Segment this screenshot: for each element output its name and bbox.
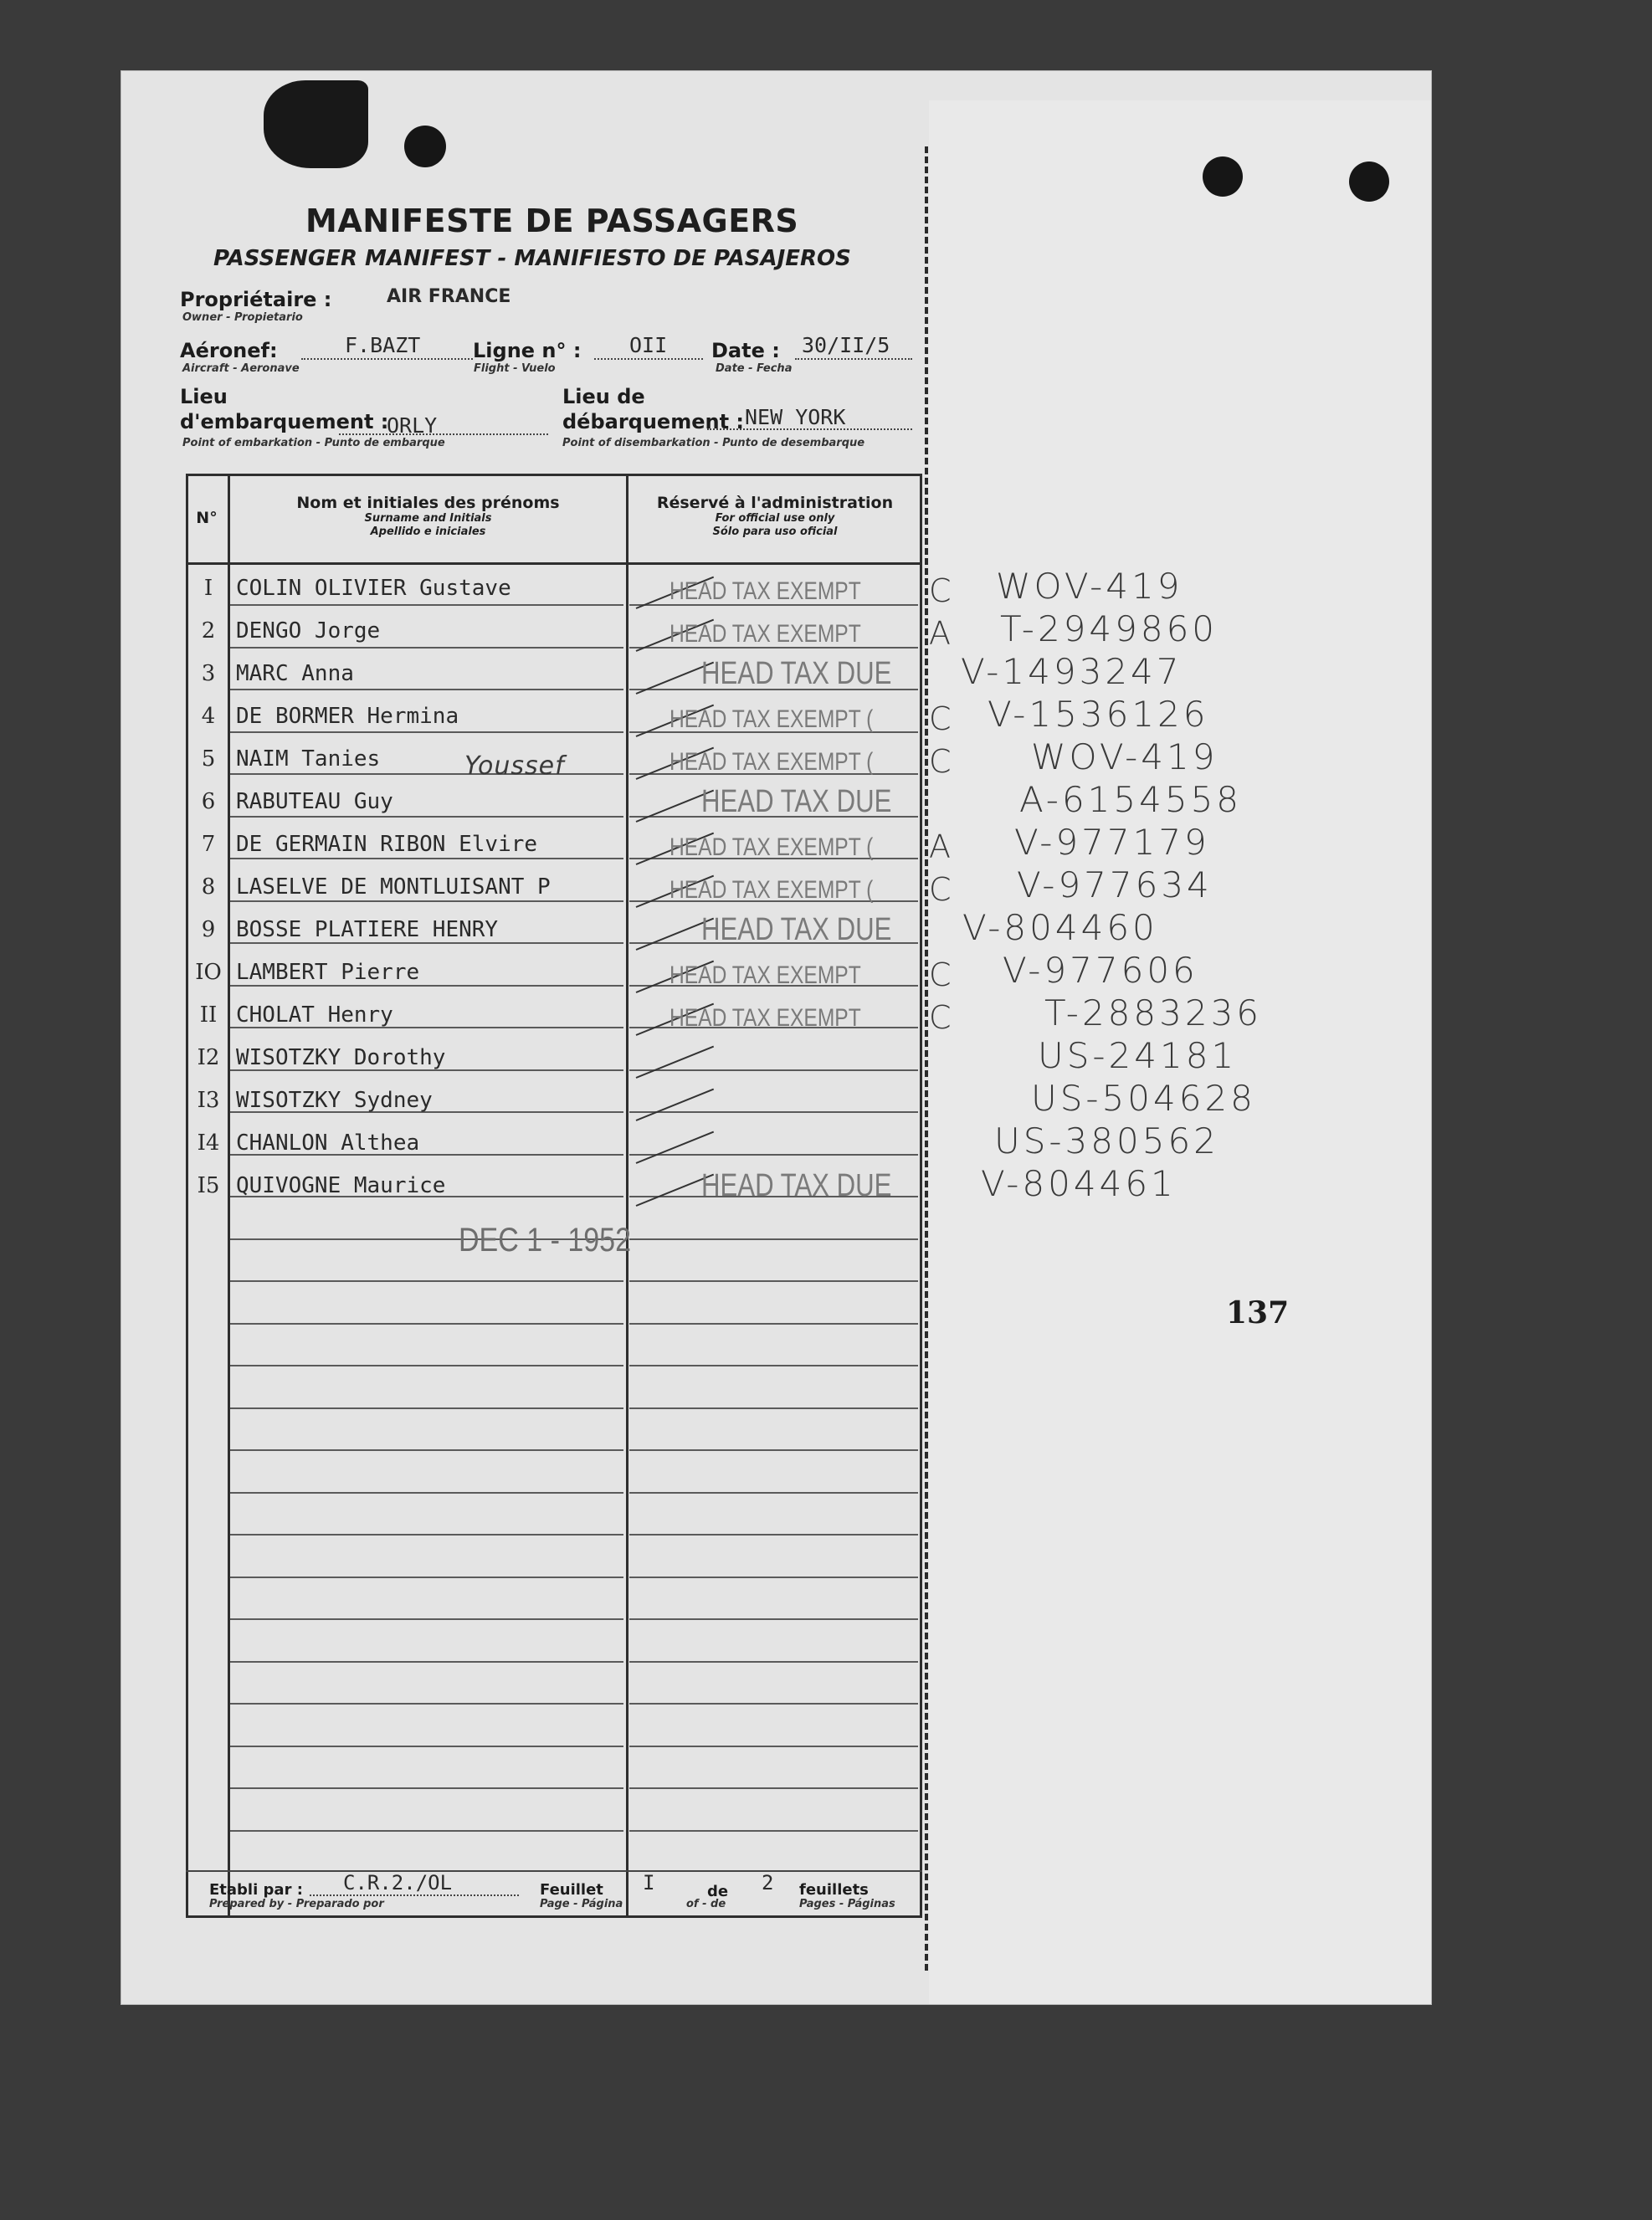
received-date-stamp: DEC 1 - 1952 (459, 1222, 631, 1259)
col-header-name: Nom et initiales des prénoms Surname and Initials Apellido e iniciales (296, 494, 560, 538)
handwritten-mark: C (929, 871, 955, 908)
head-tax-stamp: HEAD TAX EXEMPT ( (670, 705, 874, 733)
visa-number: V-977634 (1017, 864, 1213, 905)
ruled-line (629, 1577, 918, 1578)
row-number: 7 (201, 832, 216, 857)
row-number: IO (195, 960, 222, 985)
sheet-label: Feuillet (540, 1881, 603, 1899)
passenger-name: DE GERMAIN RIBON Elvire (236, 832, 538, 857)
passenger-name: COLIN OLIVIER Gustave (236, 576, 511, 601)
visa-number: US-24181 (1038, 1035, 1238, 1076)
passenger-name: NAIM Tanies (236, 746, 381, 772)
ruled-line (629, 1238, 918, 1240)
row-number: 6 (201, 789, 216, 814)
table-row (186, 1088, 922, 1130)
ruled-line (230, 1323, 623, 1325)
handwritten-mark: C (929, 572, 955, 609)
handwritten-note: Youssef (464, 751, 565, 781)
owner-label: Propriétaire : (180, 288, 332, 311)
ruled-line (629, 1365, 918, 1366)
row-number: 8 (201, 874, 216, 900)
handwritten-mark: C (929, 743, 955, 780)
passenger-name: LASELVE DE MONTLUISANT P (236, 874, 551, 900)
passenger-name: CHANLON Althea (236, 1131, 420, 1156)
ruled-line (629, 1280, 918, 1282)
punch-hole (1349, 162, 1389, 202)
sheet-value: I (643, 1871, 655, 1894)
pages-label: feuillets (799, 1881, 869, 1899)
passenger-name: CHOLAT Henry (236, 1002, 393, 1028)
passenger-name: DENGO Jorge (236, 618, 381, 643)
embark-label: Lieu (180, 385, 228, 408)
owner-sublabel: Owner - Propietario (182, 311, 303, 324)
page-number: 137 (1226, 1295, 1290, 1330)
handwritten-mark: C (929, 700, 955, 737)
table-row (186, 1131, 922, 1172)
passenger-name: MARC Anna (236, 661, 354, 686)
perforation-line (925, 146, 928, 1971)
head-tax-stamp: HEAD TAX DUE (701, 912, 892, 947)
ruled-line (629, 1492, 918, 1494)
head-tax-stamp: HEAD TAX DUE (701, 784, 892, 819)
ruled-line (230, 1577, 623, 1578)
flight-label: Ligne n° : (473, 339, 582, 362)
visa-number: V-804461 (981, 1163, 1177, 1204)
owner-value: AIR FRANCE (387, 286, 511, 307)
flight-value: OII (629, 333, 668, 357)
passenger-name: LAMBERT Pierre (236, 960, 420, 985)
visa-number: V-977606 (1003, 950, 1198, 991)
visa-number: V-804460 (962, 907, 1158, 948)
head-tax-stamp: HEAD TAX DUE (701, 1168, 892, 1203)
passenger-name: WISOTZKY Sydney (236, 1088, 433, 1113)
manifest-title: MANIFESTE DE PASSAGERS (305, 203, 799, 239)
embark-sublabel: Point of embarkation - Punto de embarque (182, 437, 445, 449)
head-tax-stamp: HEAD TAX DUE (701, 656, 892, 691)
sheet-sublabel: Page - Página (540, 1898, 623, 1910)
date-label: Date : (711, 339, 780, 362)
visa-number: V-977179 (1014, 822, 1210, 863)
ruled-line (230, 1661, 623, 1663)
row-number: 9 (201, 917, 216, 942)
visa-number: A-6154558 (1019, 779, 1243, 820)
disembark-sublabel: Point of disembarkation - Punto de desembarque (562, 437, 865, 449)
ruled-line (629, 1323, 918, 1325)
visa-number: T-2949860 (1000, 608, 1218, 649)
punch-hole (404, 126, 446, 167)
ruled-line (230, 1746, 623, 1747)
ruled-line (230, 1534, 623, 1536)
handwritten-mark: A (929, 828, 954, 865)
head-tax-stamp: HEAD TAX EXEMPT (670, 577, 861, 605)
ruled-line (629, 1449, 918, 1451)
row-number: I3 (197, 1088, 220, 1113)
ink-blot (264, 80, 368, 168)
pages-sublabel: Pages - Páginas (799, 1898, 895, 1910)
of-label: de (707, 1883, 729, 1900)
passenger-name: QUIVOGNE Maurice (236, 1173, 446, 1198)
prepared-label: Etabli par : (209, 1881, 303, 1899)
of-sublabel: of - de (686, 1898, 726, 1910)
handwritten-mark: C (929, 999, 955, 1036)
row-number: 4 (201, 704, 216, 729)
ruled-line (230, 1449, 623, 1451)
head-tax-stamp: HEAD TAX EXEMPT (670, 961, 861, 989)
row-number: 5 (201, 746, 216, 772)
disembark-label-2: débarquement : (562, 410, 745, 433)
embark-label-2: d'embarquement : (180, 410, 389, 433)
ruled-line (629, 1703, 918, 1705)
date-value: 30/II/5 (802, 333, 890, 357)
ruled-line (230, 1365, 623, 1366)
footer-rule (186, 1870, 922, 1872)
head-tax-stamp: HEAD TAX EXEMPT (670, 620, 861, 648)
row-number: 2 (201, 618, 216, 643)
passenger-name: RABUTEAU Guy (236, 789, 393, 814)
head-tax-stamp: HEAD TAX EXEMPT ( (670, 833, 874, 861)
col-header-no: N° (196, 509, 218, 527)
row-number: I (203, 576, 213, 601)
of-value: 2 (762, 1871, 774, 1894)
row-number: I2 (197, 1045, 220, 1070)
head-tax-stamp: HEAD TAX EXEMPT (670, 1004, 861, 1032)
row-number: I5 (197, 1173, 220, 1198)
aircraft-label: Aéronef: (180, 339, 278, 362)
ruled-line (629, 1534, 918, 1536)
passenger-name: WISOTZKY Dorothy (236, 1045, 446, 1070)
passenger-name: BOSSE PLATIERE HENRY (236, 917, 499, 942)
visa-number: US-380562 (994, 1120, 1219, 1161)
row-number: II (199, 1002, 218, 1028)
ruled-line (629, 1618, 918, 1620)
aircraft-value: F.BAZT (345, 333, 421, 357)
row-number: 3 (201, 661, 216, 686)
prepared-sublabel: Prepared by - Preparado por (209, 1898, 384, 1910)
ruled-line (230, 1830, 623, 1832)
ruled-line (629, 1407, 918, 1409)
visa-number: T-2883236 (1044, 992, 1263, 1033)
ruled-line (230, 1787, 623, 1789)
handwritten-mark: C (929, 956, 955, 993)
head-tax-stamp: HEAD TAX EXEMPT ( (670, 876, 874, 904)
table-row (186, 1045, 922, 1087)
visa-number: WOV-419 (996, 566, 1183, 607)
prepared-value: C.R.2./OL (343, 1871, 453, 1894)
handwritten-mark: A (929, 615, 954, 652)
date-sublabel: Date - Fecha (716, 362, 793, 375)
ruled-line (629, 1746, 918, 1747)
ruled-line (629, 1661, 918, 1663)
disembark-value: NEW YORK (745, 405, 846, 429)
disembark-label: Lieu de (562, 385, 645, 408)
ruled-line (629, 1830, 918, 1832)
flight-sublabel: Flight - Vuelo (474, 362, 556, 375)
ruled-line (230, 1618, 623, 1620)
passenger-name: DE BORMER Hermina (236, 704, 459, 729)
ruled-line (230, 1492, 623, 1494)
visa-number: US-504628 (1031, 1078, 1256, 1119)
embark-value: ORLY (387, 413, 438, 438)
manifest-subtitle: PASSENGER MANIFEST - MANIFIESTO DE PASAJEROS (213, 246, 851, 271)
visa-number: V-1536126 (988, 694, 1209, 735)
head-tax-stamp: HEAD TAX EXEMPT ( (670, 748, 874, 776)
ruled-line (230, 1703, 623, 1705)
visa-number: WOV-419 (1031, 736, 1218, 777)
ruled-line (629, 1787, 918, 1789)
ruled-line (230, 1280, 623, 1282)
aircraft-sublabel: Aircraft - Aeronave (182, 362, 300, 375)
col-header-admin: Réservé à l'administration For official use only Sólo para uso oficial (656, 494, 894, 538)
punch-hole (1203, 156, 1243, 197)
visa-number: V-1493247 (961, 651, 1183, 692)
row-number: I4 (197, 1131, 220, 1156)
ruled-line (230, 1407, 623, 1409)
